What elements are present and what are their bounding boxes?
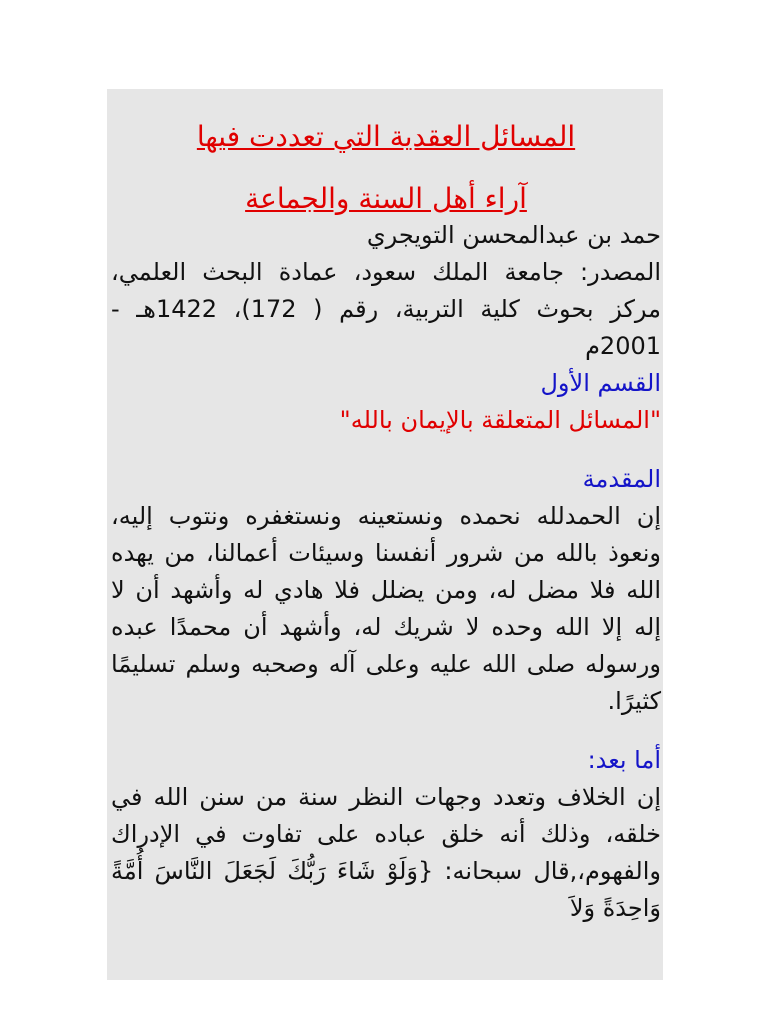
after-heading: أما بعد: xyxy=(587,746,661,774)
after-paragraph: إن الخلاف وتعدد وجهات النظر سنة من سنن الله في خلقه، وذلك أنه خلق عباده على تفاوت في الإدراك والفهوم،,قال سبحانه: {وَلَوْ شَاءَ رَبُّكَ لَجَعَلَ النَّاسَ أُمَّةً وَاحِدَةً وَلاَ xyxy=(111,783,661,922)
document-title-line-1: المسائل العقدية التي تعددت فيها xyxy=(196,120,576,153)
spacer xyxy=(111,439,661,461)
source-citation: المصدر: جامعة الملك سعود، عمادة البحث العلمي، مركز بحوث كلية التربية، رقم ( 172)، 1422هـ - 2001م xyxy=(111,258,661,360)
document-page xyxy=(107,89,663,980)
section-heading: القسم الأول xyxy=(540,369,661,397)
intro-heading: المقدمة xyxy=(582,465,661,493)
section-subtitle: "المسائل المتعلقة بالإيمان بالله" xyxy=(339,406,661,434)
spacer xyxy=(111,720,661,742)
author-name: حمد بن عبدالمحسن التويجري xyxy=(366,221,661,249)
document-title-line-2: آراء أهل السنة والجماعة xyxy=(245,182,527,215)
intro-paragraph: إن الحمدلله نحمده ونستعينه ونستغفره ونتوب إليه، ونعوذ بالله من شرور أنفسنا وسيئات أعمالنا، من يهده الله فلا مضل له، ومن يضلل فلا هادي له وأشهد أن لا إله إلا الله وحده لا شريك له، وأشهد أن محمدًا عبده ورسوله صلى الله عليه وعلى آله وصحبه وسلم تسليمًا كثيرًا. xyxy=(111,502,661,715)
